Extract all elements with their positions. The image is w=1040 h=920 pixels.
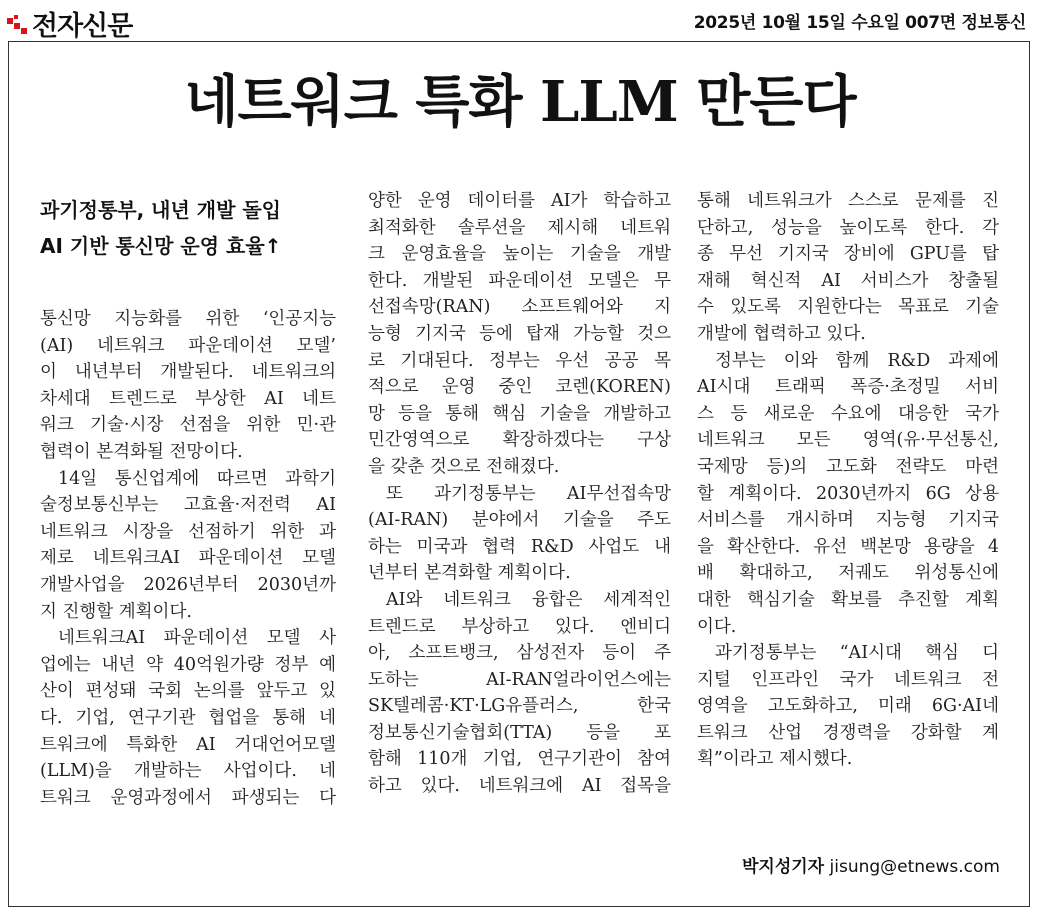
body-line: (AI) 네트워크 파운데이션 모델’ — [40, 335, 336, 356]
body-line: 함해 110개 기업, 연구기관이 참여 — [368, 749, 671, 770]
body-line: 을 갖춘 것으로 전해졌다. — [368, 456, 560, 477]
body-line: 트워크 산업 경쟁력을 강화할 계 — [697, 722, 999, 743]
body-line: 제로 네트워크AI 파운데이션 모델 — [40, 548, 336, 569]
body-line: 하고 있다. 네트워크에 AI 접목을 — [368, 776, 671, 797]
body-line: 트워크 운영과정에서 파생되는 다 — [40, 787, 336, 808]
body-line: 트워크에 특화한 AI 거대언어모델 — [40, 734, 336, 755]
byline-email[interactable]: jisung@etnews.com — [829, 857, 1000, 877]
body-line: 정부는 이와 함께 R&D 과제에 — [715, 350, 999, 371]
body-line: 단하고, 성능을 높이도록 한다. 각 — [697, 217, 999, 238]
body-line: 년부터 본격화할 계획이다. — [368, 563, 571, 584]
body-line: AI와 네트워크 융합은 세계적인 — [386, 589, 671, 610]
body-line: 영역을 고도화하고, 미래 6G·AI네 — [697, 696, 999, 717]
body-line: 획”이라고 제시했다. — [697, 749, 853, 770]
body-line: 정보통신기술협회(TTA) 등을 포 — [368, 722, 671, 743]
body-line: 이 내년부터 개발된다. 네트워크의 — [40, 362, 336, 383]
body-line: SK텔레콤·KT·LG유플러스, 한국 — [368, 696, 671, 717]
body-line: AI시대 트래픽 폭증·초정밀 서비 — [697, 377, 999, 398]
body-line: (AI-RAN) 분야에서 기술을 주도 — [368, 510, 671, 531]
body-line: 협력이 본격화될 전망이다. — [40, 441, 243, 462]
body-line: 선접속망(RAN) 소프트웨어와 지 — [368, 297, 671, 318]
body-line: 14일 통신업계에 따르면 과학기 — [58, 468, 336, 489]
body-line: 통해 네트워크가 스스로 문제를 진 — [697, 191, 999, 211]
body-line: 대한 핵심기술 확보를 추진할 계획 — [697, 589, 999, 610]
masthead — [0, 0, 1040, 42]
body-line: 재해 혁신적 AI 서비스가 창출될 — [697, 270, 999, 291]
body-line: 개발에 협력하고 있다. — [697, 323, 866, 344]
body-line: 수 있도록 지원한다는 목표로 기술 — [697, 297, 999, 318]
etnews-logo-icon — [6, 11, 28, 37]
body-line: 크 운영효율을 높이는 기술을 개발 — [368, 244, 671, 265]
body-line: 지털 인프라인 국가 네트워크 전 — [697, 669, 999, 690]
body-line: 산이 편성돼 국회 논의를 앞두고 있 — [40, 681, 336, 702]
body-line: 네트워크 시장을 선점하기 위한 과 — [40, 521, 336, 542]
body-line: 종 무선 기지국 장비에 GPU를 탑 — [697, 244, 999, 265]
body-line: 과기정통부는 “AI시대 핵심 디 — [715, 643, 999, 664]
byline — [742, 852, 1000, 877]
body-line: 배 확대하고, 저궤도 위성통신에 — [697, 563, 999, 584]
body-line: 아, 소프트뱅크, 삼성전자 등이 주 — [368, 643, 671, 664]
logo[interactable] — [6, 4, 132, 43]
subhead — [40, 192, 336, 264]
body-line: 개발사업을 2026년부터 2030년까 — [40, 574, 336, 595]
body-line: 하는 미국과 협력 R&D 사업도 내 — [368, 536, 671, 557]
body-column-3 — [697, 188, 999, 773]
body-line: 민간영역으로 확장하겠다는 구상 — [368, 430, 671, 451]
body-line: 적으로 운영 중인 코렌(KOREN) — [368, 377, 671, 398]
body-line: 트렌드로 부상하고 있다. 엔비디 — [368, 616, 671, 637]
byline-name: 박지성기자 — [741, 857, 825, 877]
body-line: 지 진행할 계획이다. — [40, 601, 192, 622]
body-column-2 — [368, 188, 671, 800]
body-line: 로 기대된다. 정부는 우선 공공 목 — [368, 350, 671, 371]
body-line: 한다. 개발된 파운데이션 모델은 무 — [368, 270, 671, 291]
dateline: 2025년 10월 15일 수요일 007면 정보통신 — [693, 13, 1026, 33]
body-line: 또 과기정통부는 AI무선접속망 — [386, 483, 671, 504]
body-line: 네트워크AI 파운데이션 모델 사 — [58, 628, 336, 649]
subhead-line: AI 기반 통신망 운영 효율↑ — [40, 234, 282, 258]
body-line: 양한 운영 데이터를 AI가 학습하고 — [368, 191, 671, 211]
body-line: 을 확산한다. 유선 백본망 용량을 4 — [697, 536, 999, 557]
body-line: 서비스를 개시하며 지능형 기지국 — [697, 510, 999, 531]
body-line: 워크 기술·시장 선점을 위한 민·관 — [40, 415, 336, 436]
body-line: 할 계획이다. 2030년까지 6G 상용 — [697, 483, 999, 504]
body-line: 이다. — [697, 616, 737, 637]
body-column-1 — [40, 306, 336, 811]
body-line: 스 등 새로운 수요에 대응한 국가 — [697, 403, 999, 424]
body-line: 술정보통신부는 고효율·저전력 AI — [40, 495, 336, 516]
body-line: 네트워크 모든 영역(유·무선통신, — [697, 430, 999, 451]
body-line: (LLM)을 개발하는 사업이다. 네 — [40, 761, 336, 782]
body-line: 통신망 지능화를 위한 ‘인공지능 — [40, 309, 336, 329]
body-line: 업에는 내년 약 40억원가량 정부 예 — [40, 654, 336, 675]
logo-text: 전자신문 — [32, 11, 133, 42]
subhead-line: 과기정통부, 내년 개발 돌입 — [40, 198, 282, 222]
body-line: 최적화한 솔루션을 제시해 네트워 — [368, 217, 671, 238]
body-line: 능형 기지국 등에 탑재 가능할 것으 — [368, 323, 671, 344]
body-line: 망 등을 통해 핵심 기술을 개발하고 — [368, 403, 671, 424]
body-line: 차세대 트렌드로 부상한 AI 네트 — [40, 388, 336, 409]
headline: 네트워크 특화 LLM 만든다 — [184, 69, 856, 135]
body-line: 국제망 등)의 고도화 전략도 마련 — [697, 456, 999, 477]
body-line: 다. 기업, 연구기관 협업을 통해 네 — [40, 707, 336, 728]
body-line: 도하는 AI-RAN얼라이언스에는 — [368, 669, 671, 690]
